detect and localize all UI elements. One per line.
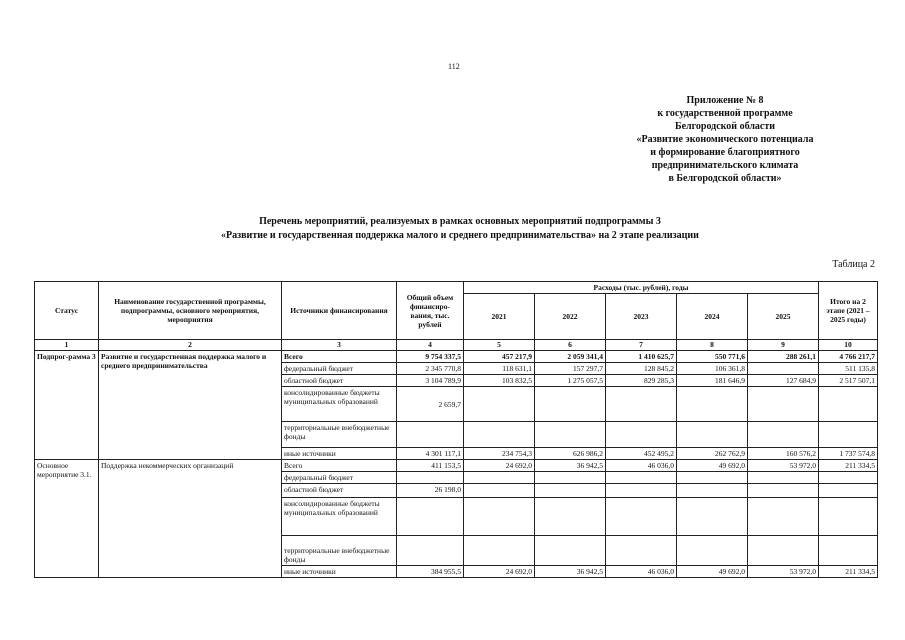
appendix-line: «Развитие экономического потенциала [636,134,814,145]
value-cell: 49 692,0 [677,460,748,472]
value-cell [677,536,748,566]
value-cell [819,536,878,566]
value-cell: 211 334,5 [819,566,878,578]
document-title [60,215,860,243]
table-label: Таблица 2 [832,259,875,270]
value-cell: 26 198,0 [397,484,464,498]
source-cell: Всего [282,351,397,363]
value-cell [819,422,878,448]
value-cell: 106 361,8 [677,363,748,375]
value-cell: 46 036,0 [606,460,677,472]
value-cell [397,498,464,536]
value-cell [606,498,677,536]
value-cell [748,484,819,498]
value-cell: 128 845,2 [606,363,677,375]
appendix-line: к государственной программе [657,108,793,119]
header-total: Общий объем финансиро-вания, тыс. рублей [397,282,464,340]
source-cell: федеральный бюджет [282,472,397,484]
header-year: 2024 [677,294,748,340]
value-cell: 288 261,1 [748,351,819,363]
col-index: 9 [748,340,819,351]
col-index: 3 [282,340,397,351]
col-index: 5 [464,340,535,351]
value-cell [535,484,606,498]
expenses-table [34,281,878,578]
col-index: 6 [535,340,606,351]
value-cell [606,387,677,422]
value-cell: 36 942,5 [535,460,606,472]
value-cell: 211 334,5 [819,460,878,472]
appendix-line: Белгородской области [674,121,776,132]
value-cell: 181 646,9 [677,375,748,387]
value-cell: 24 692,0 [464,566,535,578]
value-cell [819,387,878,422]
value-cell [748,536,819,566]
col-index: 2 [99,340,282,351]
value-cell: 411 153,5 [397,460,464,472]
value-cell: 626 986,2 [535,448,606,460]
header-expenses: Расходы (тыс. рублей), годы [464,282,819,294]
source-cell: областной бюджет [282,484,397,498]
value-cell [464,536,535,566]
value-cell: 9 754 337,5 [397,351,464,363]
source-cell: территориальные внебюджетные фонды [282,422,397,448]
source-cell: консолидированные бюджеты муниципальных образований [282,498,397,536]
col-index: 4 [397,340,464,351]
appendix-line: Приложение № 8 [686,95,764,106]
row-status: Подпрог-рамма 3 [35,351,99,460]
value-cell [606,422,677,448]
value-cell [464,422,535,448]
header-itogo: Итого на 2 этапе (2021 – 2025 годы) [819,282,878,340]
appendix-line: в Белгородской области» [668,173,782,184]
source-cell: Всего [282,460,397,472]
value-cell [464,387,535,422]
value-cell: 2 517 507,1 [819,375,878,387]
value-cell [677,422,748,448]
value-cell: 1 410 625,7 [606,351,677,363]
value-cell: 550 771,6 [677,351,748,363]
value-cell [677,387,748,422]
value-cell: 49 692,0 [677,566,748,578]
source-cell: иные источники [282,566,397,578]
row-name: Развитие и государственная поддержка малого и среднего предпринимательства [99,351,282,460]
value-cell [464,472,535,484]
source-cell: федеральный бюджет [282,363,397,375]
value-cell [606,472,677,484]
value-cell: 53 972,0 [748,460,819,472]
title-line: «Развитие и государственная поддержка малого и среднего предпринимательства» на 2 этапе реализации [221,230,699,241]
value-cell: 452 495,2 [606,448,677,460]
page-number: 112 [448,62,460,71]
header-year: 2022 [535,294,606,340]
value-cell [464,498,535,536]
value-cell [748,498,819,536]
table-row [35,460,878,472]
header-year: 2021 [464,294,535,340]
value-cell: 384 955,5 [397,566,464,578]
value-cell: 118 631,1 [464,363,535,375]
header-name: Наименование государственной программы, подпрограммы, основного мероприятия, мероприятия [99,282,282,340]
value-cell [748,363,819,375]
value-cell [535,498,606,536]
value-cell [819,498,878,536]
value-cell: 262 762,9 [677,448,748,460]
value-cell: 1 275 057,5 [535,375,606,387]
value-cell [606,484,677,498]
value-cell [819,472,878,484]
header-year: 2023 [606,294,677,340]
value-cell [819,484,878,498]
source-cell: иные источники [282,448,397,460]
value-cell [606,536,677,566]
value-cell [748,387,819,422]
appendix-line: и формирование благоприятного [650,147,800,158]
value-cell: 127 684,9 [748,375,819,387]
value-cell [535,472,606,484]
source-cell: территориальные внебюджетные фонды [282,536,397,566]
value-cell [464,484,535,498]
value-cell [748,422,819,448]
value-cell [535,536,606,566]
column-index-row [35,340,878,351]
value-cell [535,422,606,448]
value-cell: 2 059 341,4 [535,351,606,363]
value-cell: 160 576,2 [748,448,819,460]
col-index: 1 [35,340,99,351]
value-cell: 4 301 117,1 [397,448,464,460]
value-cell [535,387,606,422]
value-cell: 2 345 770,8 [397,363,464,375]
row-status: Основное мероприятие 3.1. [35,460,99,578]
value-cell [677,484,748,498]
value-cell: 103 832,5 [464,375,535,387]
table-row [35,351,878,363]
value-cell: 4 766 217,7 [819,351,878,363]
value-cell: 457 217,9 [464,351,535,363]
row-name: Поддержка некоммерческих организаций [99,460,282,578]
value-cell: 24 692,0 [464,460,535,472]
value-cell: 234 754,3 [464,448,535,460]
value-cell: 2 659,7 [397,387,464,422]
source-cell: консолидированные бюджеты муниципальных образований [282,387,397,422]
appendix-line: предпринимательского климата [651,160,799,171]
appendix-header [600,94,850,185]
value-cell: 53 972,0 [748,566,819,578]
col-index: 10 [819,340,878,351]
value-cell: 511 135,8 [819,363,878,375]
value-cell: 36 942,5 [535,566,606,578]
value-cell [397,422,464,448]
value-cell [397,472,464,484]
value-cell [748,472,819,484]
title-line: Перечень мероприятий, реализуемых в рамках основных мероприятий подпрограммы 3 [259,216,661,227]
header-sources: Источники финансирования [282,282,397,340]
value-cell: 46 036,0 [606,566,677,578]
value-cell: 829 285,3 [606,375,677,387]
col-index: 7 [606,340,677,351]
value-cell [677,472,748,484]
value-cell [397,536,464,566]
value-cell [677,498,748,536]
value-cell: 1 737 574,8 [819,448,878,460]
value-cell: 3 104 789,9 [397,375,464,387]
value-cell: 157 297,7 [535,363,606,375]
col-index: 8 [677,340,748,351]
source-cell: областной бюджет [282,375,397,387]
header-status: Статус [35,282,99,340]
header-year: 2025 [748,294,819,340]
